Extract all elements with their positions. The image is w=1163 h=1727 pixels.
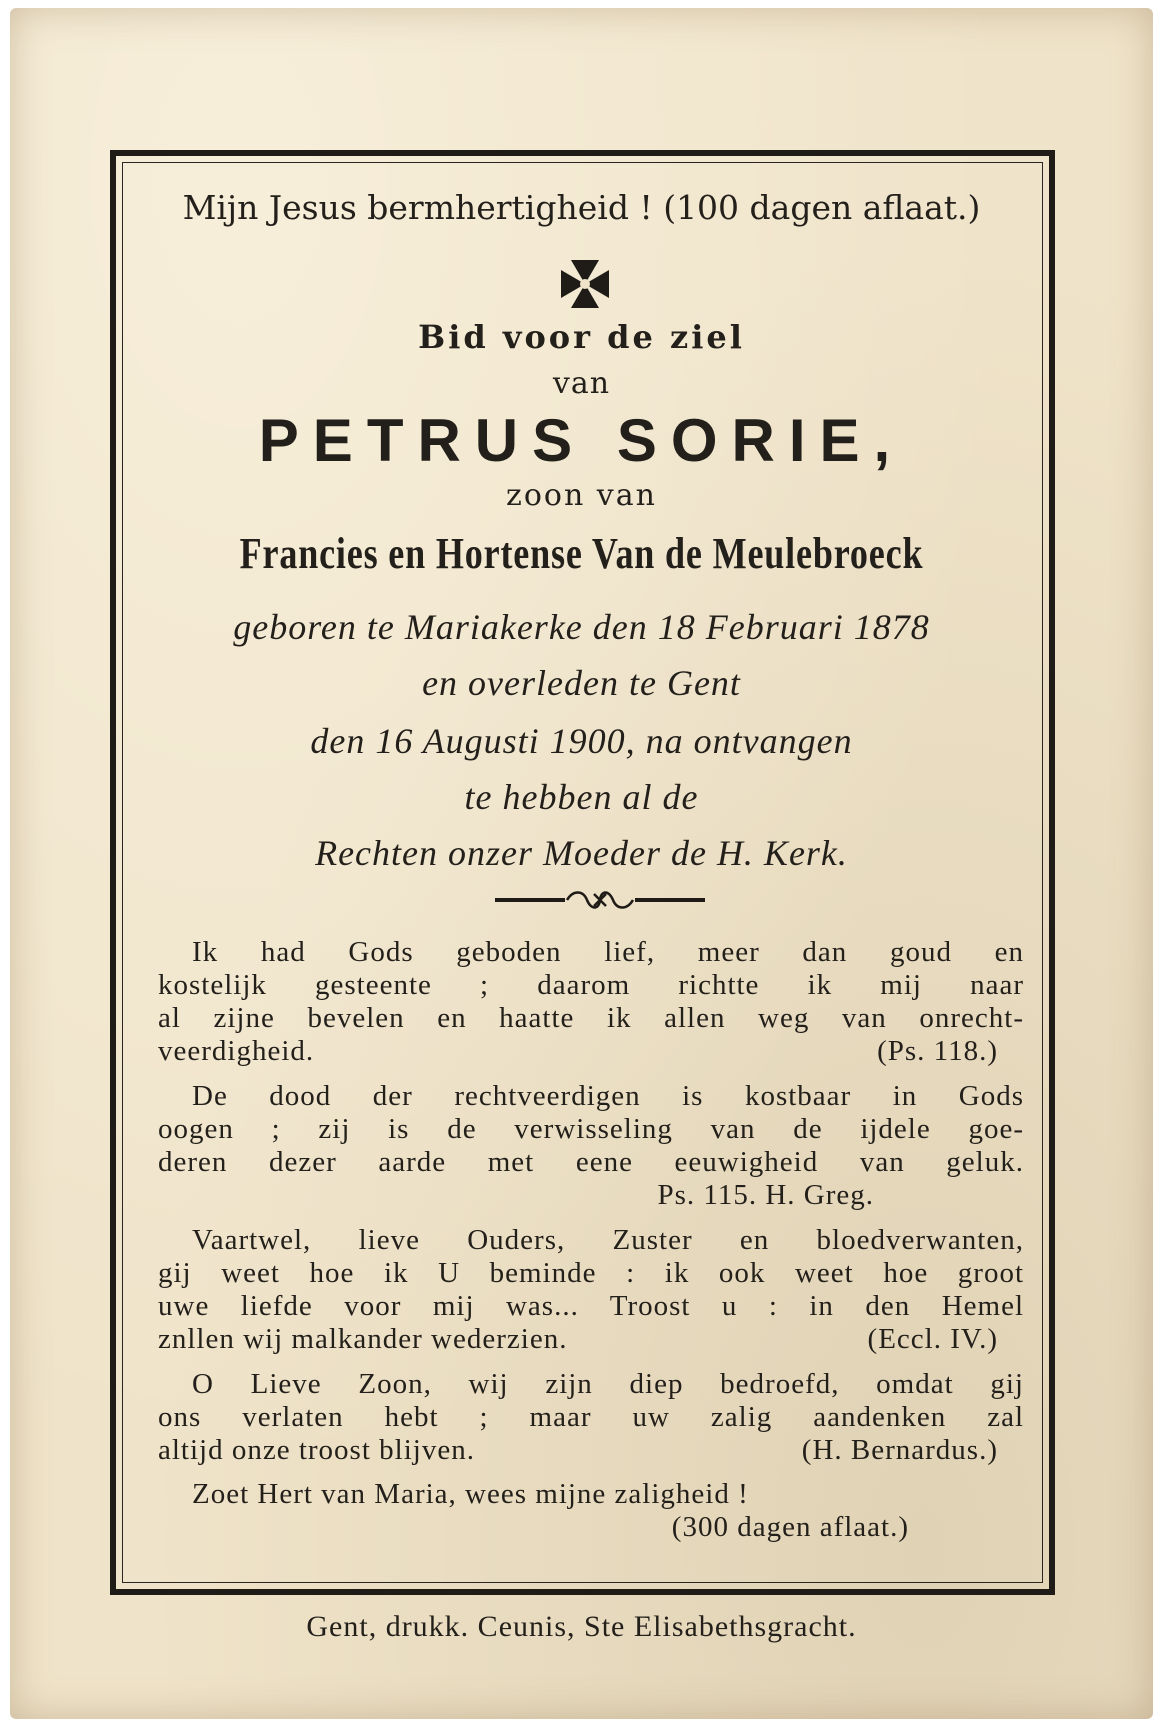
verse-line: al zijne bevelen en haatte ik allen weg van onrecht-	[158, 1002, 1024, 1034]
verse-line: Vaartwel, lieve Ouders, Zuster en bloedverwanten,	[192, 1224, 1024, 1256]
son-of-label: zoon van	[506, 478, 657, 513]
church-rites-line: Rechten onzer Moeder de H. Kerk.	[315, 833, 848, 873]
memorial-card	[10, 8, 1153, 1719]
verse-paragraph-2	[158, 1080, 1024, 1212]
verse-line: deren dezer aarde met eene eeuwigheid van geluk.	[158, 1146, 1024, 1178]
verse-line: kostelijk gesteente ; daarom richtte ik mij naar	[158, 969, 1024, 1001]
verse-line: uwe liefde voor mij was... Troost u : in den Hemel	[158, 1290, 1024, 1322]
sacraments-line: te hebben al de	[464, 777, 699, 817]
verse-paragraph-4	[158, 1368, 1024, 1467]
closing-prayer-line: Zoet Hert van Maria, wees mijne zaligheid !	[192, 1478, 749, 1510]
verse-reference: (Eccl. IV.)	[867, 1323, 998, 1355]
verse-line: De dood der rechtveerdigen is kostbaar in Gods	[192, 1080, 1024, 1112]
verse-last-line	[158, 1323, 1024, 1356]
prayer-request: Bid voor de ziel	[418, 318, 745, 356]
verse-line: oogen ; zij is de verwisseling van de ijdele goe-	[158, 1113, 1024, 1145]
verse-line: Ik had Gods geboden lief, meer dan goud en	[192, 936, 1024, 968]
ornament-divider-icon	[495, 888, 705, 912]
verse-line: O Lieve Zoon, wij zijn diep bedroefd, omdat gij	[192, 1368, 1024, 1400]
van-label: van	[552, 366, 611, 401]
verse-last-line	[158, 1434, 1024, 1467]
indulgence-header: Mijn Jesus bermhertigheid ! (100 dagen aflaat.)	[182, 188, 981, 227]
verse-paragraph-3	[158, 1224, 1024, 1356]
verse-reference: (Ps. 118.)	[877, 1035, 998, 1067]
verse-line: altijd onze troost blijven.	[158, 1434, 475, 1466]
verse-paragraph-1	[158, 936, 1024, 1068]
closing-indulgence: (300 dagen aflaat.)	[671, 1511, 909, 1543]
verse-line: znllen wij malkander wederzien.	[158, 1323, 568, 1355]
verse-line: veerdigheid.	[158, 1035, 315, 1067]
cross-icon	[557, 256, 613, 312]
verse-last-line	[158, 1035, 1024, 1068]
death-line: en overleden te Gent	[422, 663, 741, 703]
verse-reference: (H. Bernardus.)	[801, 1434, 998, 1466]
closing-prayer	[158, 1478, 1024, 1544]
verse-line: gij weet hoe ik U beminde : ik ook weet hoe groot	[158, 1257, 1024, 1289]
verse-reference: Ps. 115. H. Greg.	[657, 1179, 874, 1211]
deceased-name: PETRUS SORIE,	[258, 407, 905, 474]
death-date-line: den 16 Augusti 1900, na ontvangen	[310, 721, 853, 761]
printer-imprint: Gent, drukk. Ceunis, Ste Elisabethsgracht.	[306, 1610, 857, 1643]
parents-names: Francies en Hortense Van de Meulebroeck	[239, 529, 924, 578]
verse-line: ons verlaten hebt ; maar uw zalig aandenken zal	[158, 1401, 1024, 1433]
birth-line: geboren te Mariakerke den 18 Februari 1878	[233, 607, 930, 647]
